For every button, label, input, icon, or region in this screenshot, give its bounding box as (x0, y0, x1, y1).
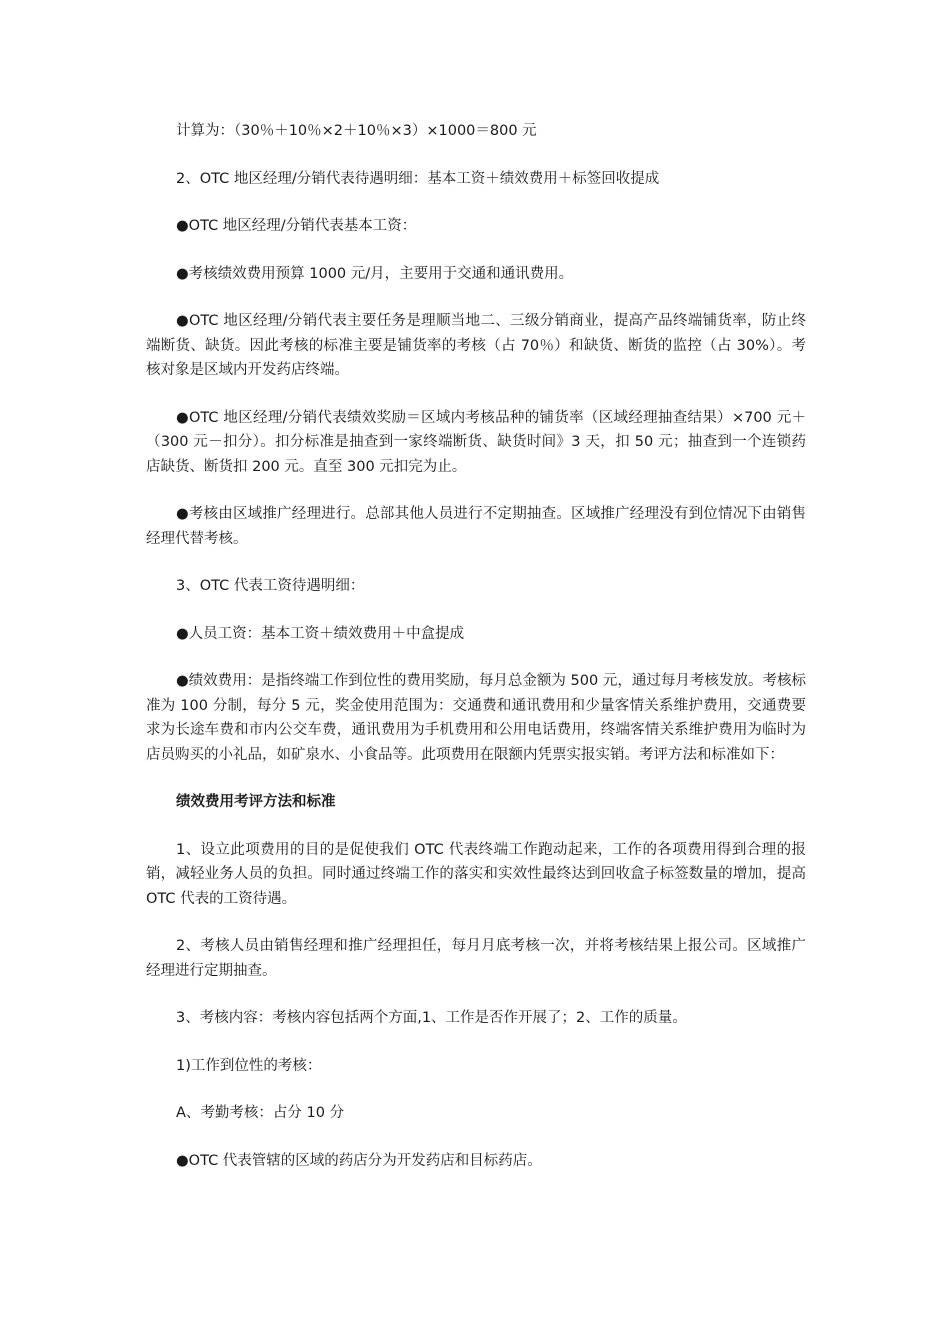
paragraph-base-salary: ●OTC 地区经理/分销代表基本工资： (176, 218, 417, 234)
paragraph-assessment-by: ●考核由区域推广经理进行。总部其他人员进行不定期抽查。区域推广经理没有到位情况下由销售经理代替考核。 (146, 506, 806, 547)
paragraph-budget: ●考核绩效费用预算 1000 元/月，主要用于交通和通讯费用。 (176, 265, 574, 282)
paragraph-main-task: ●OTC 地区经理/分销代表主要任务是理顺当地二、三级分销商业，提高产品终端铺货率，防止终端断货、缺货。因此考核的标准主要是铺货率的考核（占 70％）和缺货、断货的监控（占 30%）。考核对象是区域内开发药店终端。 (146, 313, 806, 378)
paragraph-section-3: 3、OTC 代表工资待遇明细： (176, 578, 365, 594)
paragraph-pharmacy-types: ●OTC 代表管辖的区域的药店分为开发药店和目标药店。 (176, 1152, 542, 1169)
paragraph-assessment-content: 3、考核内容：考核内容包括两个方面,1、工作是否作开展了；2、工作的质量。 (176, 1010, 687, 1026)
paragraph-formula: 计算为：（30％＋10％×2＋10％×3）×1000＝800 元 (176, 123, 537, 139)
paragraph-assessors: 2、考核人员由销售经理和推广经理担任，每月月底考核一次，并将考核结果上报公司。区域推广经理进行定期抽查。 (146, 938, 806, 979)
paragraph-performance-reward: ●OTC 地区经理/分销代表绩效奖励＝区域内考核品种的铺货率（区域经理抽查结果）×700 元＋（300 元－扣分）。扣分标准是抽查到一家终端断货、缺货时间》3 天，扣 50 元；抽查到一个连锁药店缺货、断货扣 200 元。直至 300 元扣完为止。 (146, 409, 806, 475)
document-body (146, 119, 806, 1196)
paragraph-section-2: 2、OTC 地区经理/分销代表待遇明细：基本工资＋绩效费用＋标签回收提成 (176, 170, 660, 187)
section-heading: 绩效费用考评方法和标准 (176, 794, 336, 810)
paragraph-performance-fee: ●绩效费用：是指终端工作到位性的费用奖励，每月总金额为 500 元，通过每月考核发放。考核标准为 100 分制，每分 5 元，奖金使用范围为：交通费和通讯费用和少量客情关系维护费用，交通费要求为长途车费和市内公交车费，通讯费用为手机费用和公用电话费用，终端客情关系维护费用为临时为店员购买的小礼品，如矿泉水、小食品等。此项费用在限额内凭票实报实销。考评方法和标准如下： (146, 673, 806, 763)
paragraph-work-assessment: 1)工作到位性的考核： (176, 1057, 322, 1074)
paragraph-attendance: A、考勤考核：占分 10 分 (176, 1105, 345, 1121)
paragraph-staff-salary: ●人员工资：基本工资＋绩效费用＋中盒提成 (176, 625, 465, 642)
paragraph-purpose: 1、设立此项费用的目的是促使我们 OTC 代表终端工作跑动起来，工作的各项费用得到合理的报销，减轻业务人员的负担。同时通过终端工作的落实和实效性最终达到回收盒子标签数量的增加，提高 OTC 代表的工资待遇。 (146, 841, 806, 907)
